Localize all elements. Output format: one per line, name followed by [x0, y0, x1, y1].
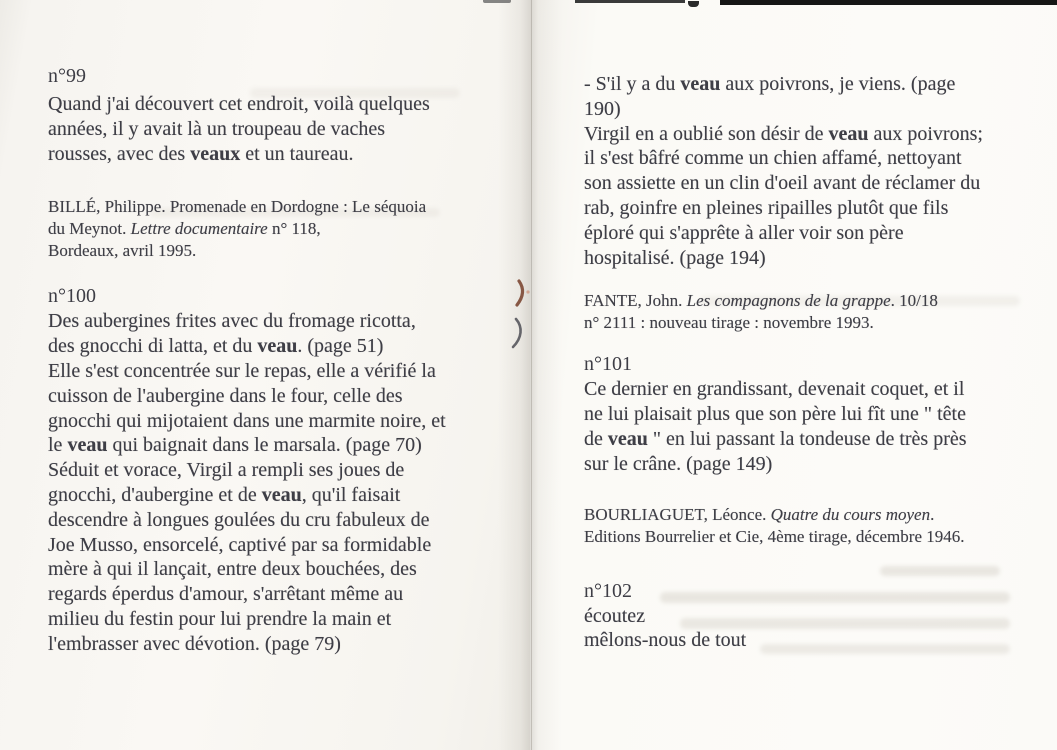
- right-page-text-column: [584, 72, 1049, 653]
- left-page-text-column: [48, 64, 498, 657]
- quote-entry-102: écoutez mêlons-nous de tout: [584, 604, 747, 652]
- entry-number-99: n°99: [48, 65, 86, 87]
- gutter-shadow: [498, 0, 562, 750]
- quote-entry-100: Des aubergines frites avec du fromage ricotta, des gnocchi di latta, et du veau. (page 51) Elle s'est concentrée sur le repas, elle a vérifié la cuisson de l'aubergine dans le four, celle des gnocchi qui mijotaient dans une marmite noire, et le veau qui baignait dans le marsala. (page 70) Séduit et vorace, Virgil a rempli ses joues de gnocchi, d'aubergine et de veau, qu'il faisait descendre à longues goulées du cru fabuleux de Joe Musso, ensorcelé, captivé par sa formidable mère à qui il lançait, entre deux bouchées, des regards éperdus d'amour, s'arrêtant même au milieu du festin pour lui prendre la main et l'embrasser avec dévotion. (page 79): [48, 310, 446, 655]
- entry-number-102: n°102: [584, 579, 632, 602]
- citation-bourliaguet: BOURLIAGUET, Léonce. Quatre du cours moyen. Editions Bourrelier et Cie, 4ème tirage, décembre 1946.: [584, 504, 965, 546]
- quote-entry-100-continued: - S'il y a du veau aux poivrons, je viens. (page 190) Virgil en a oublié son désir de veau aux poivrons; il s'est bâfré comme un chien affamé, nettoyant son assiette en un clin d'oeil avant de réclamer du rab, goinfre en pleines ripailles plutôt que fils éploré qui s'apprête à aller voir son père hospitalisé. (page 194): [584, 73, 983, 269]
- entry-number-101: n°101: [584, 353, 632, 376]
- citation-bille: BILLÉ, Philippe. Promenade en Dordogne : Le séquoia du Meynot. Lettre documentaire n° 118, Bordeaux, avril 1995.: [48, 197, 427, 261]
- staple-mark-dark: [513, 319, 521, 347]
- scanner-edge-segment: [575, 0, 685, 3]
- staple-mark-red: [517, 281, 523, 305]
- citation-fante: FANTE, John. Les compagnons de la grappe. 10/18 n° 2111 : nouveau tirage : novembre 1993.: [584, 291, 938, 333]
- scanner-edge-segment: [483, 0, 511, 3]
- quote-entry-101: Ce dernier en grandissant, devenait coquet, et il ne lui plaisait plus que son père lui fît une " tête de veau " en lui passant la tondeuse de très près sur le crâne. (page 149): [584, 378, 967, 475]
- staple-marks: [507, 275, 533, 355]
- scanner-edge-segment: [720, 0, 1057, 5]
- ink-speck: [526, 290, 529, 293]
- quote-entry-99: Quand j'ai découvert cet endroit, voilà quelques années, il y avait là un troupeau de vaches rousses, avec des veaux et un taureau.: [48, 93, 430, 165]
- entry-number-100: n°100: [48, 285, 96, 308]
- scanner-edge-notch: [688, 1, 699, 7]
- gutter-crease-line: [531, 0, 532, 750]
